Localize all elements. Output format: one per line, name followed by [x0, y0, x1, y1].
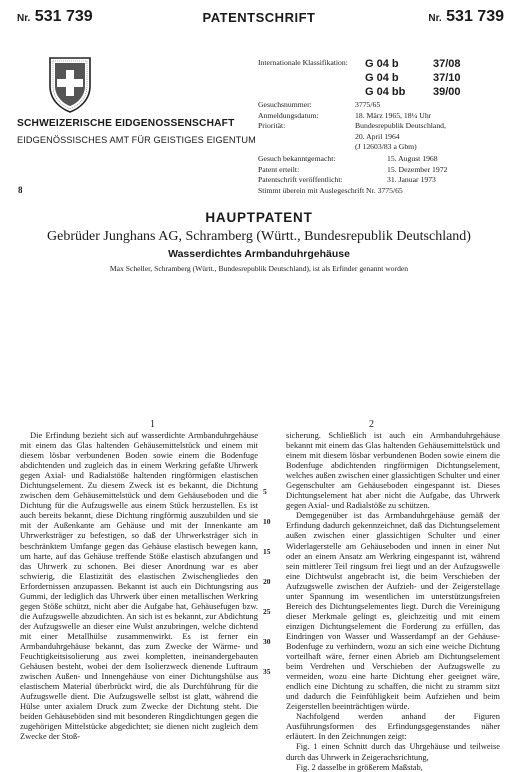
nr-prefix-left: Nr.	[17, 13, 31, 24]
document-type-title: PATENTSCHRIFT	[202, 10, 316, 25]
class-code: G 04 bb	[365, 86, 406, 98]
filing-row	[258, 142, 446, 153]
filing-key: Gesuchsnummer:	[258, 100, 312, 109]
filing-row	[258, 132, 446, 143]
filing-key	[258, 132, 355, 143]
filing-key	[258, 142, 355, 153]
date-key: Patentschrift veröffentlicht:	[258, 175, 343, 184]
class-code: G 04 b	[365, 72, 399, 84]
filing-value: 3775/65	[355, 100, 381, 109]
line-number: 30	[263, 637, 271, 646]
filing-value: 20. April 1964	[355, 131, 400, 141]
class-code: G 04 b	[365, 58, 399, 70]
line-number: 15	[263, 547, 271, 556]
line-number: 10	[263, 517, 271, 526]
column-2-paragraph: Demgegenüber ist das Armbanduhrgehäuse gemäß der Erfindung dadurch gekennzeichnet, daß das Dichtungselement außen zwischen einer glassichtigen Schulter und einer Widerlagerstelle am Gehäuseboden und innen in einer Nut oder an einem Ansatz am Werkring eingespannt ist, während sein mittlerer Teil ringsum frei liegt und an der Aufzugswelle eine Dichtwulst angebracht ist, die beim Verschieben der Aufzugswelle zwischen der Aufzieh- und der Zeigerstellage unter Spannung im wesentlichen im unterstützungsfreien Bereich des Dichtungselementes liegt. Durch die Vereinigung dieser Merkmale gelingt es, gleichzeitig und mit einem einzigen Dichtungselement die Forderung zu erfüllen, das Eindringen von Wasser und Wasserdampf an der Gehäuse-Bodenfuge zu verhindern, wozu an sich eine weiche Dichtung vorteilhaft wäre, ferner einen Abrieb am Dichtungselement beim Verdrehen und Verschieben der Aufzugswelle zu vermeiden, wozu eine harte Dichtung eher geeignet wäre, endlich eine Dichtung zu schaffen, die nicht zu stramm sitzt und dadurch die Feinfühligkeit beim Aufziehen und beim Zeigerstellen beeinträchtigen würde.	[286, 510, 500, 712]
classification-label	[258, 58, 348, 69]
date-row	[258, 175, 447, 186]
hauptpatent-heading: HAUPTPATENT	[205, 210, 313, 225]
column-2-paragraph: Nachfolgend werden anhand der Figuren Ausführungsformen des Erfindungsgegenstandes näher erläutert. In den Zeichnungen zeigt:	[286, 711, 500, 742]
inventor-note: Max Scheller, Schramberg (Württ., Bundesrepublik Deutschland), ist als Erfinder genannt worden	[109, 264, 409, 273]
line-number: 25	[263, 607, 271, 616]
date-key: Stimmt überein mit Auslegeschrift Nr. 3775/65	[258, 185, 403, 195]
filing-row	[258, 111, 446, 122]
column-2-text	[286, 430, 500, 772]
office-name: SCHWEIZERISCHE EIDGENOSSENSCHAFT	[17, 118, 235, 129]
filing-info	[258, 100, 446, 153]
date-row	[258, 186, 447, 197]
line-number: 20	[263, 577, 271, 586]
patent-number-right-value: 531 739	[446, 8, 504, 25]
column-number-2: 2	[369, 419, 374, 430]
classification-label-text: Internationale Klassifikation:	[258, 58, 348, 67]
filing-value: 18. März 1965, 18¼ Uhr	[355, 110, 432, 120]
class-group: 39/00	[433, 86, 461, 98]
line-number: 35	[263, 667, 271, 676]
filing-key: Priorität:	[258, 121, 286, 130]
publication-dates	[258, 154, 447, 196]
classification-row	[365, 85, 505, 99]
class-group: 37/08	[433, 58, 461, 70]
date-value: 15. Dezember 1972	[387, 164, 448, 174]
class-group: 37/10	[433, 72, 461, 84]
filing-row	[258, 100, 446, 111]
date-value: 31. Januar 1973	[387, 175, 436, 184]
date-key: Patent erteilt:	[258, 164, 300, 174]
column-2-paragraph: Fig. 2 dasselbe in größerem Maßstab,	[296, 761, 423, 772]
patent-number-left-value: 531 739	[34, 8, 93, 25]
invention-title: Wasserdichtes Armbanduhrgehäuse	[168, 248, 350, 260]
office-department: EIDGENÖSSISCHES AMT FÜR GEISTIGES EIGENTUM	[17, 135, 256, 145]
swiss-crest-icon	[48, 56, 92, 114]
column-2-paragraph: Fig. 1 einen Schnitt durch das Uhrgehäuse und teilweise durch das Uhrwerk in Zeigerachsrichtung,	[286, 741, 500, 762]
column-number-1: 1	[150, 419, 155, 430]
column-2-paragraph: sicherung. Schließlich ist auch ein Armbanduhrgehäuse bekannt mit einem das Glas haltenden Gehäusemittelstück und einem mit diesem lösbar verbundenen Boden sowie einem die Bodenfuge abdichtenden ringförmigen Dichtungselement, welches außen zwischen einer glassichtigen Schulter und einer Gegenschulter am Gehäuseboden eingespannt ist. Dieses Dichtungselement hat aber nicht die Aufgabe, das Uhrwerk gegen Axial- und Radialstöße zu schützen.	[286, 430, 500, 511]
filing-key: Anmeldungsdatum:	[258, 110, 319, 120]
patent-owner: Gebrüder Junghans AG, Schramberg (Württ., Bundesrepublik Deutschland)	[47, 229, 471, 244]
classification-codes	[365, 57, 505, 99]
date-value: 15. August 1968	[387, 154, 438, 163]
margin-mark: 8	[18, 185, 23, 195]
patent-number-right	[428, 8, 504, 26]
column-1-paragraph: Die Erfindung bezieht sich auf wasserdichte Armbanduhrgehäuse mit einem das Glas haltenden Gehäusemittelstück und einem mit diesem lösbar verbundenen Boden sowie einem die Bodenfuge abdichtenden und zugleich das in einem Werkring gefaßte Uhrwerk gegen Axial- und Radialstöße haltenden ringförmigen elastischen Dichtungselement. Zu diesem Zweck ist es bekannt, die Dichtung zwischen dem Gehäusemittelstück und dem Gehäuseboden und die Dichtung für die Aufzugswelle aus einem Stück herzustellen. Es ist auch bereits bekannt, diese Dichtung ringförmig auszubilden und sie mit der Außenkante am Gehäuse und mit der Innenkante am Uhrwerksträger zu befestigen, so daß der Uhrwerksträger sich in beschränktem Umfange gegen das Gehäuse elastisch bewegen kann, um harte, auf das Gehäuse treffende Stöße elastisch abzufangen und das Uhrwerk zu schonen. Bei dieser Anordnung war es aber schwierig, die Elastizität des elastischen Zwischengliedes den Erfordernissen anzupassen. Bekannt ist auch ein Dichtungsring aus Gummi, der lediglich das Uhrwerk über einen metallischen Werkring gegen Stöße schützt, nicht aber die Aufgabe hat, Gehäusefugen bzw. die Aufzugswelle abzudichten. An sich ist es bekannt, zur Abdichtung der Aufzugswelle an dieser eine Wulst anzubringen, welche dichtend mit einer Metallhülse zusammenwirkt. Es ist ferner ein Armbanduhrgehäuse bekannt, das zum Zwecke der Wärme- und Feuchtigkeitsisolierung aus zwei kompletten, ineinandergebauten Gehäusen besteht, wobei der dem Isolierzweck dienende Luftraum zwischen Außen- und Innengehäuse von einer Dichtungshülse aus elastischem Material überbrückt wird, die als Durchführung für die Aufzugswelle dient. Die Aufzugswelle selbst ist glatt, während die Hülse unter axialem Druck zum Zwecke der Dichtung steht. Die beiden Gehäuseböden sind mit besonderen Ringdichtungen gegen die zugehörigen Mittelstücke abgedichtet; sie dienen nicht zugleich dem Zwecke der Stoß-	[20, 430, 258, 742]
date-key: Gesuch bekanntgemacht:	[258, 154, 336, 163]
date-row	[258, 154, 447, 165]
classification-row	[365, 71, 505, 85]
filing-value: Bundesrepublik Deutschland,	[355, 121, 446, 130]
filing-value: (J 12603/83 a Gbm)	[355, 142, 417, 151]
date-row	[258, 165, 447, 176]
filing-row	[258, 121, 446, 132]
nr-prefix-right: Nr.	[428, 13, 442, 24]
classification-row	[365, 57, 505, 71]
column-1-text	[20, 430, 258, 741]
line-number: 5	[263, 487, 267, 496]
